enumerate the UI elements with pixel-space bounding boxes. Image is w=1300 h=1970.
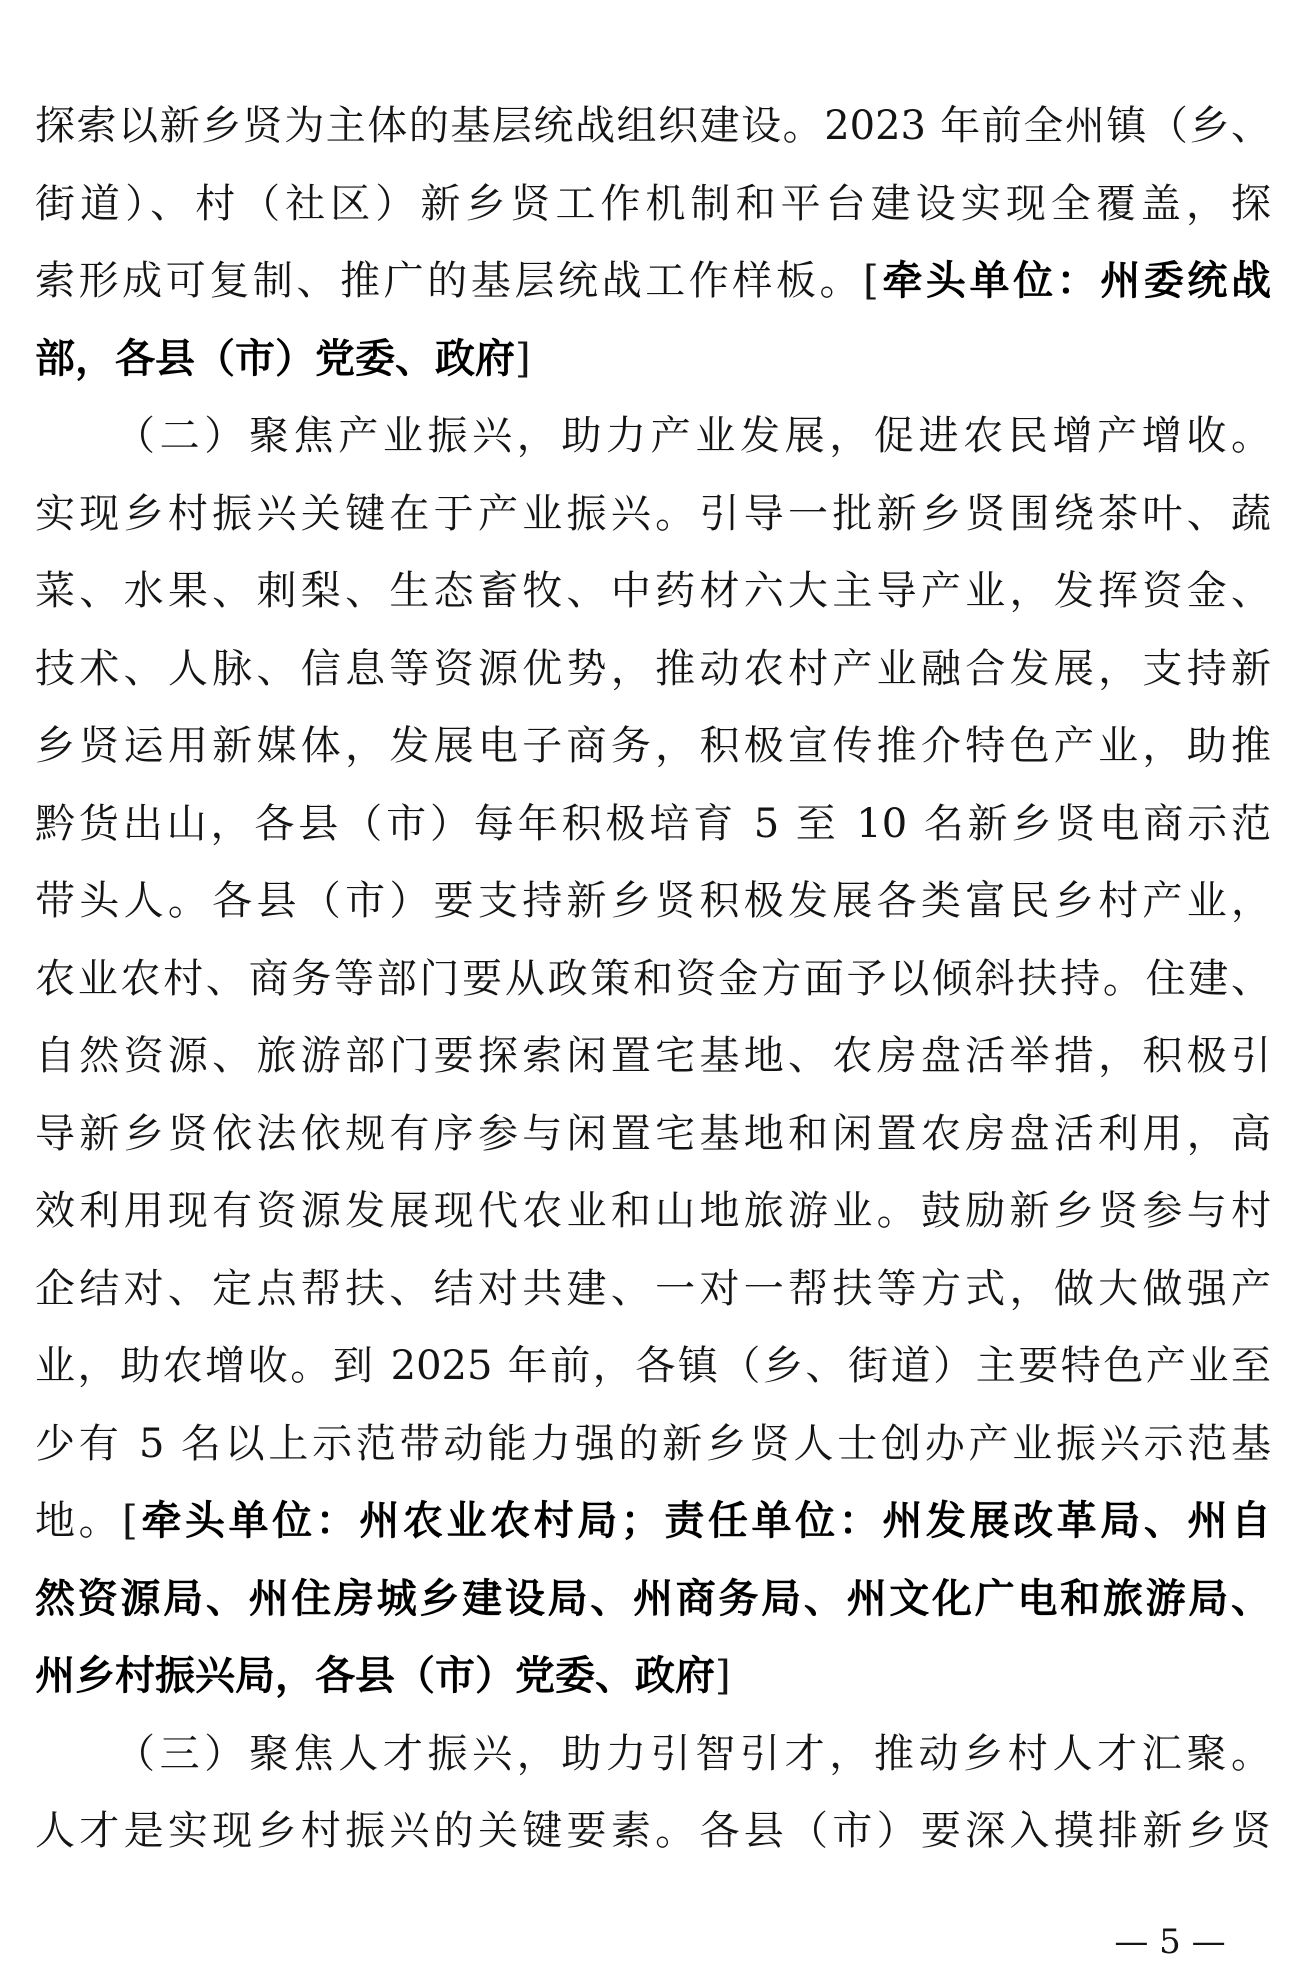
text-line	[35, 243, 1271, 321]
bold-text-segment: 然资源局、州住房城乡建设局、州商务局、州文化广电和旅游局、	[35, 1575, 1271, 1622]
text-line	[35, 1251, 1271, 1329]
text-line	[35, 786, 1271, 864]
text-line	[35, 1793, 1271, 1871]
text-segment: 业，助农增收。到 2025 年前，各镇（乡、街道）主要特色产业至	[35, 1343, 1271, 1389]
text-line	[35, 166, 1271, 244]
text-line	[35, 1406, 1271, 1484]
section-heading-line	[35, 398, 1271, 476]
text-line	[35, 1096, 1271, 1174]
text-line	[35, 476, 1271, 554]
text-segment: （二）聚焦产业振兴，助力产业发展，促进农民增产增收。	[115, 413, 1271, 459]
text-segment: 技术、人脉、信息等资源优势，推动农村产业融合发展，支持新	[35, 645, 1271, 692]
page-number: — 5 —	[1114, 1922, 1226, 1962]
text-segment: （三）聚焦人才振兴，助力引智引才，推动乡村人才汇聚。	[115, 1730, 1271, 1777]
text-line	[35, 631, 1271, 709]
text-line	[35, 321, 1271, 399]
document-body	[35, 88, 1271, 1871]
text-segment: 街道）、村（社区）新乡贤工作机制和平台建设实现全覆盖，探	[35, 180, 1271, 227]
text-segment: 带头人。各县（市）要支持新乡贤积极发展各类富民乡村产业，	[35, 878, 1271, 924]
text-segment: 企结对、定点帮扶、结对共建、一对一帮扶等方式，做大做强产	[35, 1265, 1271, 1312]
bold-text-segment: 牵头单位：州委统战	[878, 258, 1272, 304]
text-line	[35, 1018, 1271, 1096]
text-segment: 自然资源、旅游部门要探索闲置宅基地、农房盘活举措，积极引	[35, 1033, 1271, 1079]
text-segment: 实现乡村振兴关键在于产业振兴。引导一批新乡贤围绕茶叶、蔬	[35, 490, 1271, 537]
text-line	[35, 941, 1271, 1019]
text-segment: 少有 5 名以上示范带动能力强的新乡贤人士创办产业振兴示范基	[35, 1420, 1271, 1467]
text-segment: ]	[515, 335, 531, 382]
text-segment: 效利用现有资源发展现代农业和山地旅游业。鼓励新乡贤参与村	[35, 1188, 1271, 1234]
text-line	[35, 1328, 1271, 1406]
text-line	[35, 88, 1271, 166]
bold-text-segment: 州乡村振兴局，各县（市）党委、政府	[35, 1653, 715, 1699]
bold-text-segment: 牵头单位：州农业农村局；责任单位：州发展改革局、州自	[137, 1498, 1272, 1544]
text-line	[35, 708, 1271, 786]
text-segment: 农业农村、商务等部门要从政策和资金方面予以倾斜扶持。住建、	[35, 955, 1271, 1002]
text-segment: 探索以新乡贤为主体的基层统战组织建设。2023 年前全州镇（乡、	[35, 103, 1271, 149]
paragraph	[35, 1716, 1271, 1871]
text-segment: ]	[715, 1653, 731, 1699]
text-line	[35, 1561, 1271, 1639]
text-segment: 人才是实现乡村振兴的关键要素。各县（市）要深入摸排新乡贤	[35, 1808, 1271, 1854]
section-heading-line	[35, 1716, 1271, 1794]
text-line	[35, 553, 1271, 631]
text-line	[35, 1483, 1271, 1561]
text-segment: 导新乡贤依法依规有序参与闲置宅基地和闲置农房盘活利用，高	[35, 1110, 1271, 1157]
text-line	[35, 1638, 1271, 1716]
text-segment: 索形成可复制、推广的基层统战工作样板。[	[35, 258, 879, 304]
text-segment: 黔货出山，各县（市）每年积极培育 5 至 10 名新乡贤电商示范	[35, 800, 1271, 847]
paragraph	[35, 398, 1271, 1716]
text-segment: 地。[	[35, 1498, 138, 1544]
bold-text-segment: 部，各县（市）党委、政府	[35, 335, 515, 382]
paragraph	[35, 88, 1271, 398]
text-line	[35, 863, 1271, 941]
text-line	[35, 1173, 1271, 1251]
text-segment: 乡贤运用新媒体，发展电子商务，积极宣传推介特色产业，助推	[35, 723, 1271, 769]
text-segment: 菜、水果、刺梨、生态畜牧、中药材六大主导产业，发挥资金、	[35, 568, 1271, 614]
